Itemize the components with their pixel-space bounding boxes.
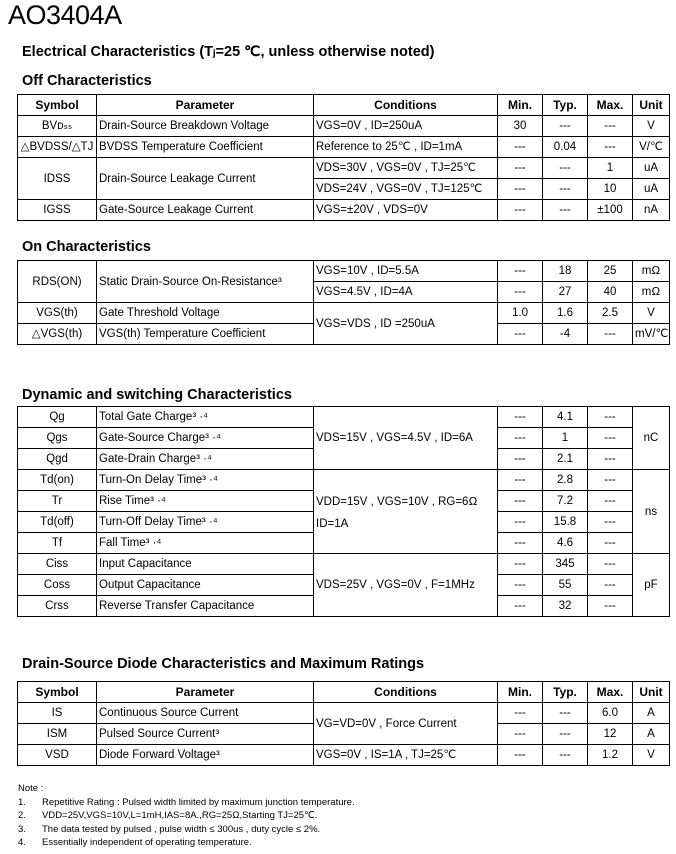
symbol-cell: Qg <box>18 407 97 428</box>
table-row <box>18 116 670 137</box>
conditions-cell: VDS=30V , VGS=0V , TJ=25℃ <box>314 158 498 179</box>
on-characteristics-title: On Characteristics <box>22 239 151 255</box>
unit-cell: uA <box>633 179 670 200</box>
max-cell: 6.0 <box>588 703 633 724</box>
max-cell: --- <box>588 596 633 617</box>
typ-cell: 55 <box>543 575 588 596</box>
typ-cell: --- <box>543 116 588 137</box>
col-conditions: Conditions <box>314 682 498 703</box>
off-characteristics-title: Off Characteristics <box>22 73 152 89</box>
min-cell: --- <box>498 407 543 428</box>
note-text: Essentially independent of operating temperature. <box>42 837 252 848</box>
typ-cell: 7.2 <box>543 491 588 512</box>
on-characteristics-table <box>17 260 670 345</box>
parameter-cell: Rise Time³ ·⁴ <box>97 491 314 512</box>
conditions-cell: VGS=VDS , ID =250uA <box>314 303 498 345</box>
unit-cell: V <box>633 116 670 137</box>
table-row <box>18 261 670 282</box>
max-cell: 10 <box>588 179 633 200</box>
min-cell: --- <box>498 261 543 282</box>
typ-cell: 32 <box>543 596 588 617</box>
unit-cell: uA <box>633 158 670 179</box>
max-cell: --- <box>588 428 633 449</box>
symbol-cell: Crss <box>18 596 97 617</box>
symbol-cell: BVᴅₛₛ <box>18 116 97 137</box>
diode-characteristics-table <box>17 681 670 766</box>
dynamic-characteristics-table <box>17 406 670 617</box>
max-cell: --- <box>588 533 633 554</box>
max-cell: --- <box>588 449 633 470</box>
typ-cell: 1.6 <box>543 303 588 324</box>
col-unit: Unit <box>633 682 670 703</box>
parameter-cell: Gate-Source Leakage Current <box>97 200 314 221</box>
symbol-cell: Qgs <box>18 428 97 449</box>
typ-cell: 15.8 <box>543 512 588 533</box>
conditions-line-2: ID=1A <box>316 517 349 530</box>
max-cell: --- <box>588 491 633 512</box>
conditions-cell: VGS=10V , ID=5.5A <box>314 261 498 282</box>
min-cell: --- <box>498 137 543 158</box>
conditions-cell <box>314 470 498 554</box>
symbol-cell: Td(on) <box>18 470 97 491</box>
parameter-cell: Drain-Source Leakage Current <box>97 158 314 200</box>
min-cell: --- <box>498 491 543 512</box>
table-row <box>18 745 670 766</box>
conditions-cell: VGS=±20V , VDS=0V <box>314 200 498 221</box>
symbol-cell: Coss <box>18 575 97 596</box>
table-header-row <box>18 682 670 703</box>
table-row <box>18 200 670 221</box>
unit-cell: V/℃ <box>633 137 670 158</box>
min-cell: --- <box>498 533 543 554</box>
max-cell: --- <box>588 470 633 491</box>
dynamic-characteristics-title: Dynamic and switching Characteristics <box>22 387 292 403</box>
parameter-cell: BVDSS Temperature Coefficient <box>97 137 314 158</box>
table-row <box>18 158 670 179</box>
parameter-cell: Drain-Source Breakdown Voltage <box>97 116 314 137</box>
min-cell: --- <box>498 179 543 200</box>
note-item <box>18 809 355 823</box>
col-max: Max. <box>588 682 633 703</box>
table-row <box>18 303 670 324</box>
col-min: Min. <box>498 95 543 116</box>
typ-cell: 2.8 <box>543 470 588 491</box>
max-cell: --- <box>588 137 633 158</box>
col-parameter: Parameter <box>97 682 314 703</box>
typ-cell: 4.1 <box>543 407 588 428</box>
note-text: Repetitive Rating : Pulsed width limited by maximum junction temperature. <box>42 796 355 808</box>
conditions-cell: VDS=25V , VGS=0V , F=1MHz <box>314 554 498 617</box>
max-cell: --- <box>588 554 633 575</box>
parameter-cell: Output Capacitance <box>97 575 314 596</box>
notes-label: Note : <box>18 783 44 794</box>
min-cell: 1.0 <box>498 303 543 324</box>
unit-cell: pF <box>633 554 670 617</box>
note-item <box>18 796 355 810</box>
typ-cell: 27 <box>543 282 588 303</box>
col-unit: Unit <box>633 95 670 116</box>
unit-cell: mΩ <box>633 282 670 303</box>
col-typ: Typ. <box>543 95 588 116</box>
table-row <box>18 554 670 575</box>
symbol-cell: Ciss <box>18 554 97 575</box>
unit-cell: nA <box>633 200 670 221</box>
symbol-cell: IS <box>18 703 97 724</box>
typ-cell: --- <box>543 158 588 179</box>
note-item <box>18 823 355 837</box>
max-cell: ±100 <box>588 200 633 221</box>
min-cell: --- <box>498 575 543 596</box>
conditions-cell: VGS=0V , ID=250uA <box>314 116 498 137</box>
unit-cell: V <box>633 745 670 766</box>
min-cell: --- <box>498 200 543 221</box>
min-cell: --- <box>498 158 543 179</box>
conditions-line-1: VDD=15V , VGS=10V , RG=6Ω <box>316 495 478 508</box>
typ-cell: --- <box>543 724 588 745</box>
typ-cell: --- <box>543 703 588 724</box>
conditions-cell: VDS=24V , VGS=0V , TJ=125℃ <box>314 179 498 200</box>
unit-cell: mΩ <box>633 261 670 282</box>
electrical-characteristics-heading: Electrical Characteristics (Tⱼ=25 ℃, unless otherwise noted) <box>22 44 435 60</box>
col-conditions: Conditions <box>314 95 498 116</box>
parameter-cell: Pulsed Source Current³ <box>97 724 314 745</box>
note-number: 2. <box>18 810 26 821</box>
symbol-cell: △VGS(th) <box>18 324 97 345</box>
parameter-cell: VGS(th) Temperature Coefficient <box>97 324 314 345</box>
col-typ: Typ. <box>543 682 588 703</box>
unit-cell: nC <box>633 407 670 470</box>
typ-cell: -4 <box>543 324 588 345</box>
min-cell: --- <box>498 470 543 491</box>
parameter-cell: Total Gate Charge³ ·⁴ <box>97 407 314 428</box>
col-max: Max. <box>588 95 633 116</box>
symbol-cell: IDSS <box>18 158 97 200</box>
note-text: The data tested by pulsed , pulse width ≤ 300us , duty cycle ≤ 2%. <box>42 823 321 835</box>
typ-cell: 345 <box>543 554 588 575</box>
symbol-cell: Tf <box>18 533 97 554</box>
table-header-row <box>18 95 670 116</box>
max-cell: --- <box>588 575 633 596</box>
notes <box>18 782 355 850</box>
symbol-cell: Td(off) <box>18 512 97 533</box>
max-cell: 25 <box>588 261 633 282</box>
min-cell: --- <box>498 554 543 575</box>
symbol-cell: VSD <box>18 745 97 766</box>
symbol-cell: ISM <box>18 724 97 745</box>
diode-characteristics-title: Drain-Source Diode Characteristics and Maximum Ratings <box>22 656 425 672</box>
col-parameter: Parameter <box>97 95 314 116</box>
table-row <box>18 137 670 158</box>
conditions-cell: VG=VD=0V , Force Current <box>314 703 498 745</box>
parameter-cell: Gate Threshold Voltage <box>97 303 314 324</box>
parameter-cell: Turn-Off Delay Time³ ·⁴ <box>97 512 314 533</box>
max-cell: --- <box>588 512 633 533</box>
table-row <box>18 703 670 724</box>
unit-cell: A <box>633 703 670 724</box>
typ-cell: 0.04 <box>543 137 588 158</box>
parameter-cell: Diode Forward Voltage³ <box>97 745 314 766</box>
max-cell: --- <box>588 407 633 428</box>
table-row <box>18 407 670 428</box>
parameter-cell: Turn-On Delay Time³ ·⁴ <box>97 470 314 491</box>
unit-cell: A <box>633 724 670 745</box>
typ-cell: 2.1 <box>543 449 588 470</box>
max-cell: 1 <box>588 158 633 179</box>
symbol-cell: VGS(th) <box>18 303 97 324</box>
min-cell: --- <box>498 512 543 533</box>
conditions-cell: VGS=0V , IS=1A , TJ=25℃ <box>314 745 498 766</box>
note-number: 1. <box>18 796 26 808</box>
symbol-cell: Qgd <box>18 449 97 470</box>
part-number: AO3404A <box>8 0 122 30</box>
typ-cell: 18 <box>543 261 588 282</box>
unit-cell: V <box>633 303 670 324</box>
conditions-cell: VDS=15V , VGS=4.5V , ID=6A <box>314 407 498 470</box>
symbol-cell: Tr <box>18 491 97 512</box>
max-cell: --- <box>588 324 633 345</box>
min-cell: --- <box>498 282 543 303</box>
col-min: Min. <box>498 682 543 703</box>
parameter-cell: Input Capacitance <box>97 554 314 575</box>
col-symbol: Symbol <box>18 95 97 116</box>
parameter-cell: Gate-Source Charge³ ·⁴ <box>97 428 314 449</box>
min-cell: --- <box>498 703 543 724</box>
symbol-cell: RDS(ON) <box>18 261 97 303</box>
note-number: 3. <box>18 823 26 835</box>
max-cell: --- <box>588 116 633 137</box>
parameter-cell: Gate-Drain Charge³ ·⁴ <box>97 449 314 470</box>
symbol-cell: IGSS <box>18 200 97 221</box>
table-row <box>18 470 670 491</box>
parameter-cell: Continuous Source Current <box>97 703 314 724</box>
min-cell: --- <box>498 596 543 617</box>
min-cell: --- <box>498 745 543 766</box>
unit-cell: ns <box>633 470 670 554</box>
max-cell: 2.5 <box>588 303 633 324</box>
max-cell: 1.2 <box>588 745 633 766</box>
typ-cell: 1 <box>543 428 588 449</box>
max-cell: 40 <box>588 282 633 303</box>
conditions-cell: Reference to 25℃ , ID=1mA <box>314 137 498 158</box>
parameter-cell: Static Drain-Source On-Resistance³ <box>97 261 314 303</box>
parameter-cell: Reverse Transfer Capacitance <box>97 596 314 617</box>
min-cell: --- <box>498 324 543 345</box>
typ-cell: --- <box>543 179 588 200</box>
min-cell: 30 <box>498 116 543 137</box>
min-cell: --- <box>498 449 543 470</box>
note-item <box>18 836 355 850</box>
typ-cell: --- <box>543 200 588 221</box>
typ-cell: --- <box>543 745 588 766</box>
typ-cell: 4.6 <box>543 533 588 554</box>
min-cell: --- <box>498 428 543 449</box>
note-number: 4. <box>18 837 26 848</box>
parameter-cell: Fall Time³ ·⁴ <box>97 533 314 554</box>
off-characteristics-table <box>17 94 670 221</box>
min-cell: --- <box>498 724 543 745</box>
note-text: VDD=25V,VGS=10V,L=1mH,IAS=8A.,RG=25Ω,Starting TJ=25℃. <box>42 810 318 821</box>
conditions-cell: VGS=4.5V , ID=4A <box>314 282 498 303</box>
unit-cell: mV/℃ <box>633 324 670 345</box>
symbol-cell: △BVDSS/△TJ <box>18 137 97 158</box>
col-symbol: Symbol <box>18 682 97 703</box>
max-cell: 12 <box>588 724 633 745</box>
